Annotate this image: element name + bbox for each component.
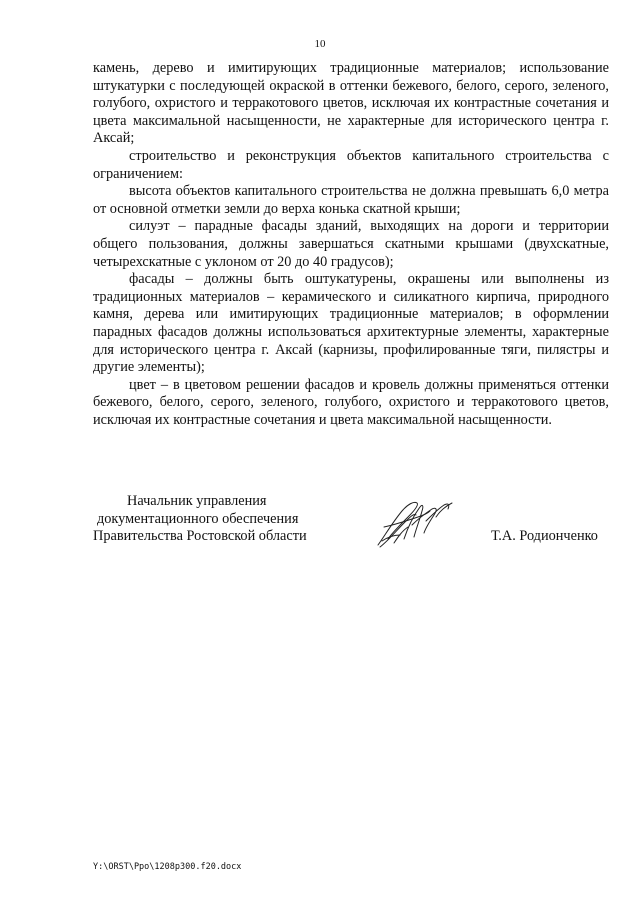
signatory-title-line: документационного обеспечения <box>97 510 299 527</box>
signatory-title <box>93 493 323 546</box>
paragraph: камень, дерево и имитирующих традиционные материалов; использование штукатурки с последующей окраской в оттенки бежевого, белого, серого, зеленого, голубого, охристого и терракотового цветов, исключая их контрастные сочетания и цвета максимальной насыщенности, не характерные для исторического центра г. Аксай; <box>93 60 609 147</box>
handwritten-signature <box>374 497 460 549</box>
signatory-name: Т.А. Родионченко <box>491 528 598 544</box>
signatory-title-line: Правительства Ростовской области <box>93 528 307 545</box>
page-number: 10 <box>314 38 326 50</box>
signatory-title-line: Начальник управления <box>127 493 267 509</box>
signature-block <box>0 493 640 553</box>
paragraph: строительство и реконструкция объектов капитального строительства с ограничением: <box>93 147 609 182</box>
paragraph: фасады – должны быть оштукатурены, окрашены или выполнены из традиционных материалов – керамического и силикатного кирпича, природного камня, дерева или имитирующих традиционные материалов; в оформлении парадных фасадов должны использоваться архитектурные элементы, характерные для исторического центра г. Аксай (карнизы, профилированные тяги, пилястры и другие элементы); <box>93 271 609 376</box>
paragraph: высота объектов капитального строительства не должна превышать 6,0 метра от основной отметки земли до верха конька скатной крыши; <box>93 183 609 217</box>
paragraph: силуэт – парадные фасады зданий, выходящих на дороги и территории общего пользования, должны завершаться скатными крышами (двухскатные, четырехскатные с уклоном от 20 до 40 градусов); <box>93 218 609 270</box>
body-text <box>93 60 609 429</box>
file-path: Y:\ORST\Ppo\1208p300.f20.docx <box>93 862 242 872</box>
paragraph: цвет – в цветовом решении фасадов и кровель должны применяться оттенки бежевого, белого, серого, зеленого, голубого, охристого и терракотового цветов, исключая их контрастные сочетания и цвета максимальной насыщенности. <box>93 376 609 428</box>
